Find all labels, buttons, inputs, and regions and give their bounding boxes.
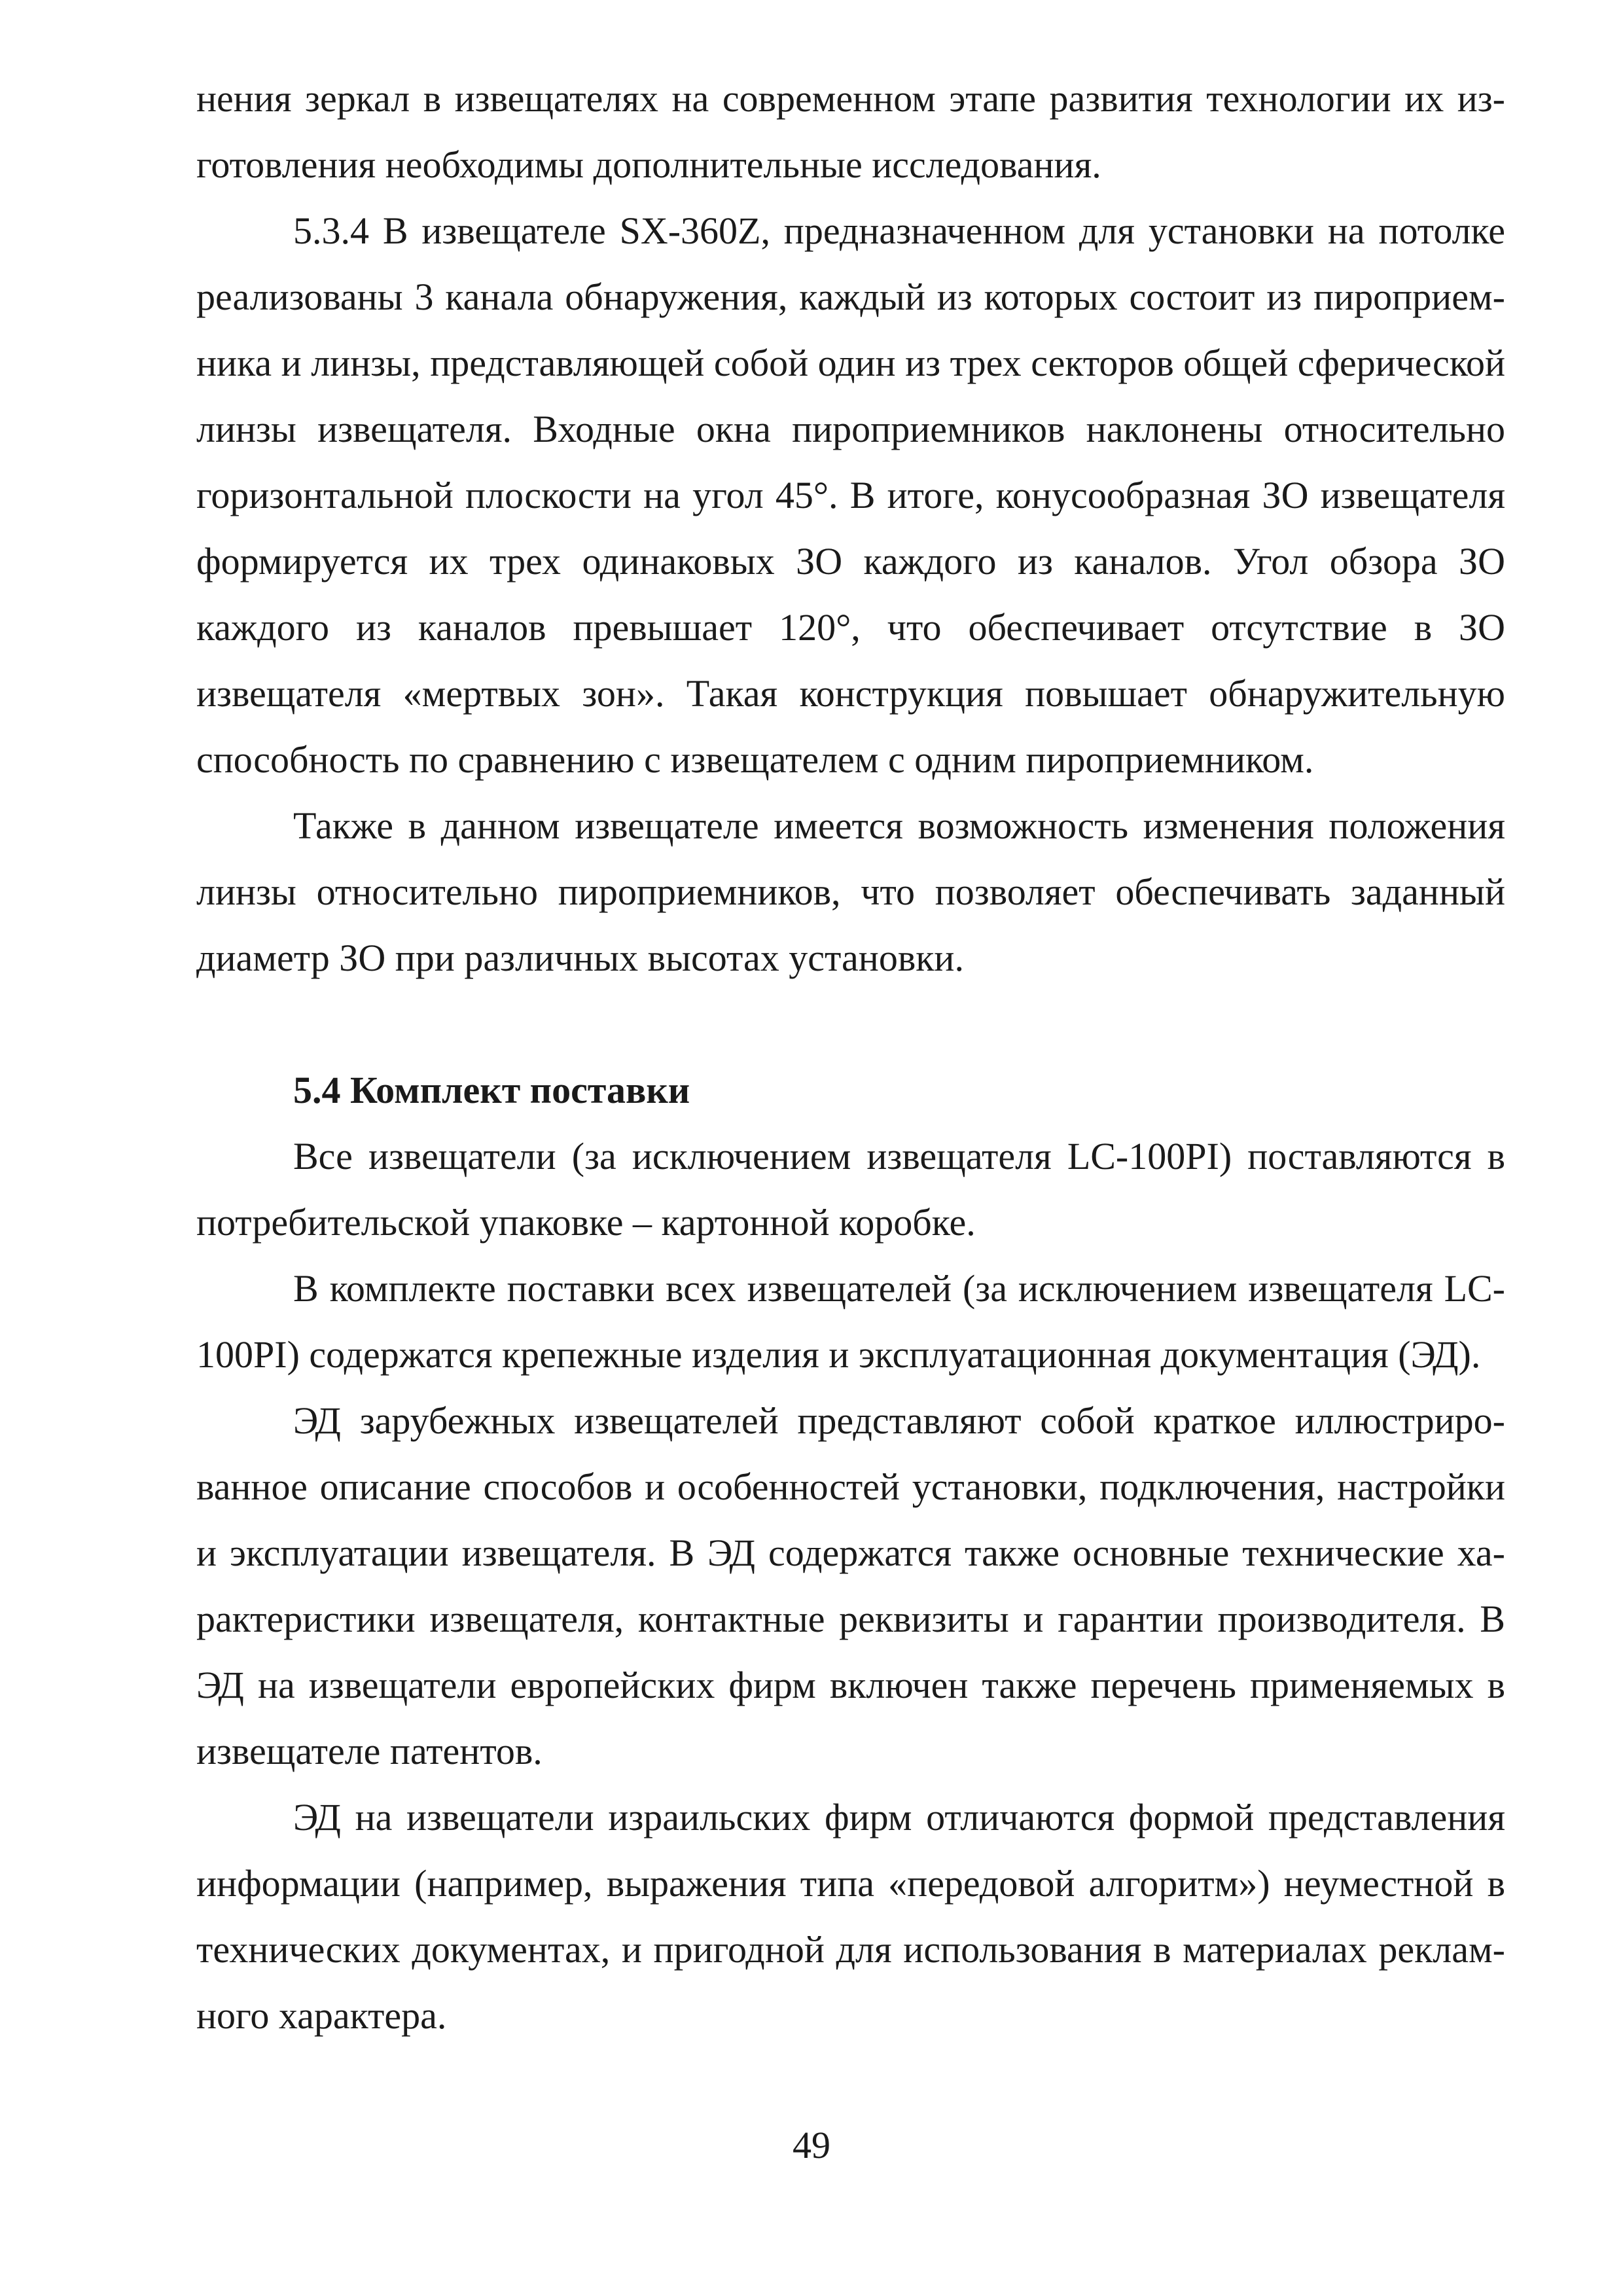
paragraph-5-3-4: 5.3.4 В извещателе SX-360Z, предназначенном для установки на потолке реализованы 3 канала обнаружения, каждый из которых состоит из пироприемника и линзы, представляющей собой один из трех секторов общей сферической линзы извещателя. Входные окна пироприемников наклонены относительно горизонтальной плоскости на угол 45°. В итоге, конусообразная ЗО извещателя формируется их трех одинаковых ЗО каждого из каналов. Угол обзора ЗО каждого из каналов превышает 120°, что обеспечивает отсутствие в ЗО извещателя «мертвых зон». Такая конструкция повышает обнаружительную способность по сравнению с извещателем с одним пироприемником. [196,209,1505,781]
page-body [196,65,1505,2225]
paragraph-lens-position: Также в данном извещателе имеется возможность изменения положения линзы относительно пироприемников, что позволяет обеспечивать заданный диаметр ЗО при различных высотах установки. [196,804,1505,979]
paragraph-foreign-docs: ЭД зарубежных извещателей представляют собой краткое иллюстрированное описание способов и особенностей установки, подключения, настройки и эксплуатации извещателя. В ЭД содержатся также основные технические характеристики извещателя, контактные реквизиты и гарантии производителя. В ЭД на извещатели европейских фирм включен также перечень применяемых в извещателе патентов. [196,1399,1505,1772]
paragraph-continuation: нения зеркал в извещателях на современном этапе развития технологии их изготовления необходимы дополнительные исследования. [196,77,1505,186]
paragraph-israeli-docs: ЭД на извещатели израильских фирм отличаются формой представления информации (например, выражения типа «передовой алгоритм») неуместной в технических документах, и пригодной для использования в материалах рекламного характера. [196,1796,1505,2037]
page-number: 49 [793,2124,830,2166]
section-heading-5-4: 5.4 Комплект поставки [293,1069,690,1111]
paragraph-packaging: Все извещатели (за исключением извещателя LC-100PI) поставляются в потребительской упаковке – картонной коробке. [196,1135,1505,1244]
paragraph-kit-contents: В комплекте поставки всех извещателей (за исключением извещателя LC-100PI) содержатся крепежные изделия и эксплуатационная документация (ЭД). [196,1267,1505,1376]
